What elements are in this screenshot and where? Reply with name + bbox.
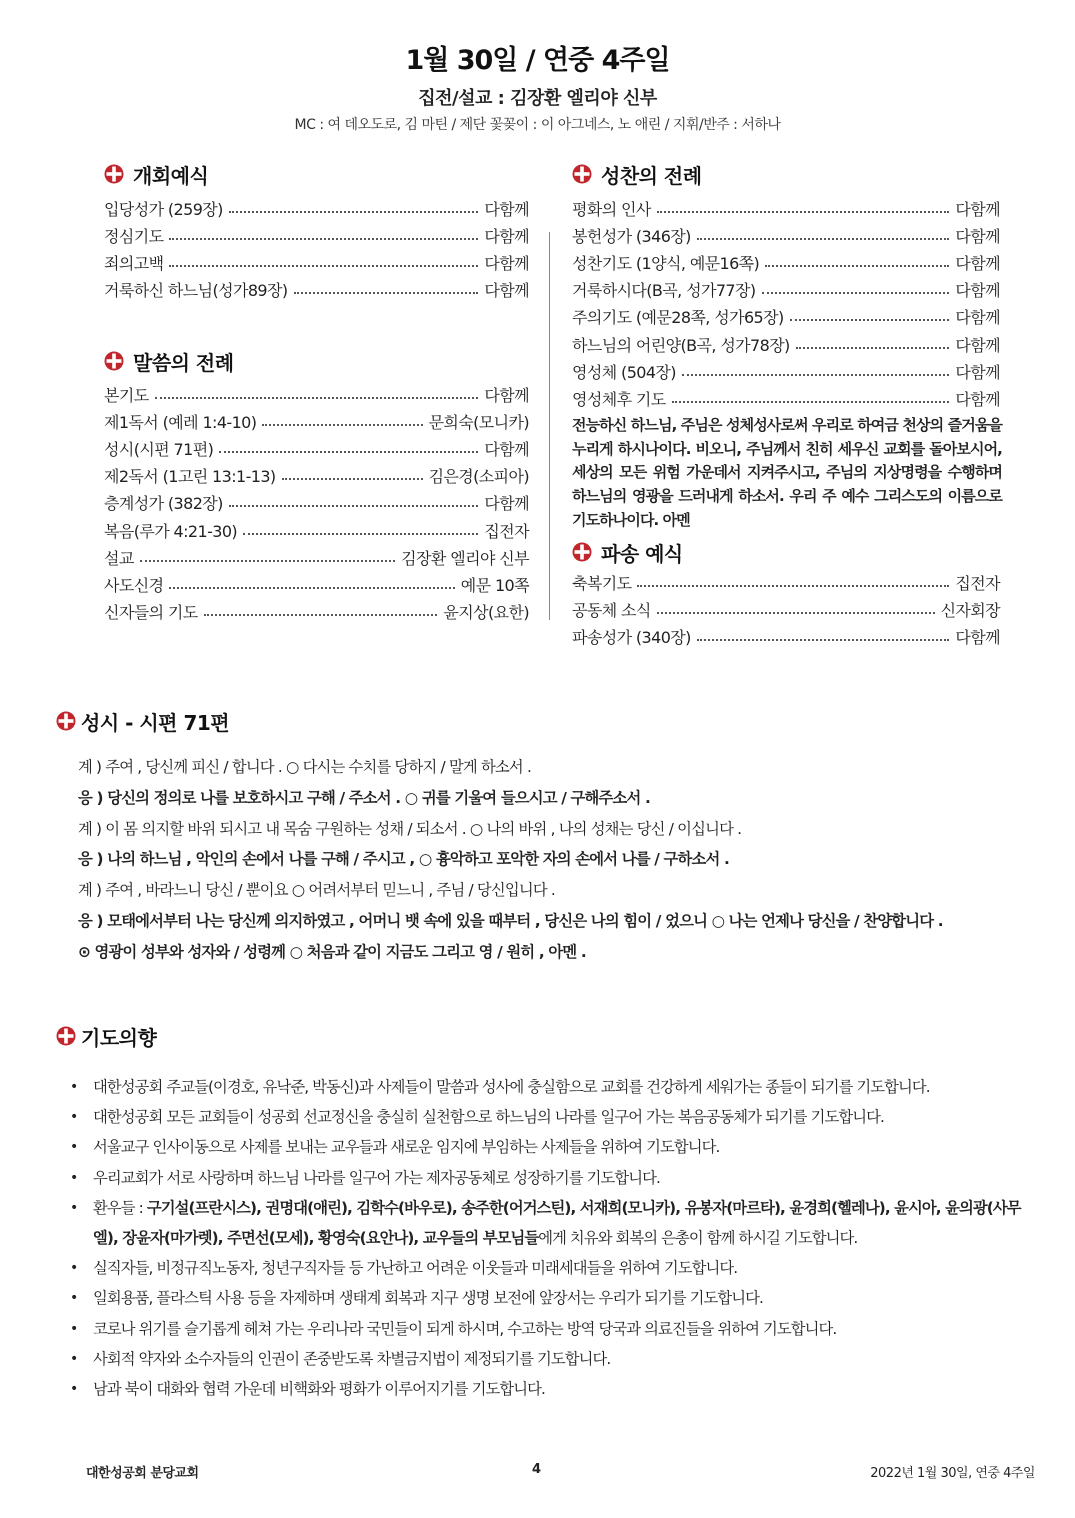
bullet: • (70, 1199, 78, 1216)
section-title: 파송 예식 (601, 541, 683, 566)
bullet: • (70, 1260, 78, 1277)
order-item: 성시(시편 71편) (104, 440, 214, 460)
list-item (70, 1253, 1030, 1283)
leader-dots (262, 424, 422, 426)
order-row (104, 569, 529, 596)
order-performer: 김은경(소피아) (428, 467, 529, 487)
roles-line: MC : 여 데오도로, 김 마틴 / 제단 꽃꽂이 : 이 아그네스, 노 애린 / 지휘/반주 : 서하나 (294, 117, 781, 133)
leader-dots (790, 319, 950, 321)
order-performer: 다함께 (484, 281, 529, 301)
leader-dots (140, 560, 395, 562)
bullet: • (70, 1320, 78, 1337)
section-title: 기도의향 (81, 1025, 157, 1050)
order-performer: 다함께 (484, 440, 529, 460)
psalm-line-leader: 계 ) 이 몸 의지할 바위 되시고 내 목숨 구원하는 성채 / 되소서 . ○ 나의 바위 , 나의 성채는 당신 / 이십니다 . (78, 819, 742, 838)
intentions-list (70, 1072, 1030, 1404)
order-item: 공동체 소식 (572, 601, 651, 621)
order-item: 평화의 인사 (572, 200, 651, 220)
section-title: 성찬의 전례 (601, 163, 702, 188)
list-item (70, 1314, 1030, 1344)
list-item-patients (70, 1193, 1030, 1253)
section-title: 말씀의 전례 (133, 350, 234, 375)
order-item: 죄의고백 (104, 254, 164, 274)
order-row (572, 356, 1000, 383)
order-item: 사도신경 (104, 575, 164, 595)
leader-dots (765, 265, 949, 267)
order-item: 정심기도 (104, 227, 164, 247)
order-performer: 김장환 엘리야 신부 (401, 548, 529, 568)
bullet: • (70, 1079, 78, 1095)
list-item (70, 1072, 1030, 1102)
leader-dots (169, 265, 478, 267)
bullet: • (70, 1109, 78, 1126)
order-row (572, 247, 1000, 274)
order-performer: 다함께 (955, 362, 1000, 382)
bullet: • (70, 1350, 78, 1367)
order-performer: 다함께 (484, 494, 529, 514)
order-row (104, 542, 529, 569)
order-row (572, 220, 1000, 247)
psalm-line-leader: 계 ) 주여 , 바라느니 당신 / 뿐이요 ○ 어려서부터 믿느니 , 주님 / 당신입니다 . (78, 881, 555, 900)
leader-dots (657, 612, 935, 614)
order-performer: 다함께 (955, 628, 1000, 648)
order-performer: 다함께 (955, 227, 1000, 247)
order-performer: 문희숙(모니카) (428, 413, 529, 433)
cross-icon (572, 164, 592, 184)
footer-date: 2022년 1월 30일, 연중 4주일 (870, 1466, 1035, 1481)
order-item: 파송성가 (340장) (572, 628, 691, 648)
patients-suffix: 에게 치유와 회복의 은총이 함께 하시길 기도합니다. (538, 1229, 858, 1248)
order-item: 제2독서 (1고린 13:1-13) (104, 467, 276, 487)
leader-dots (155, 397, 479, 399)
order-item: 층계성가 (382장) (104, 494, 223, 514)
order-row (104, 193, 529, 220)
page-number: 4 (532, 1462, 541, 1477)
leader-dots (637, 585, 949, 587)
leader-dots (682, 374, 949, 376)
intention-text: 남과 북이 대화와 협력 가운데 비핵화와 평화가 이루어지기를 기도합니다. (93, 1380, 545, 1399)
section-heading-eucharist (572, 159, 702, 189)
order-performer: 다함께 (955, 254, 1000, 274)
psalm-text (78, 752, 1038, 968)
order-performer: 집전자 (484, 521, 529, 541)
post-communion-prayer: 전능하신 하느님, 주님은 성체성사로써 우리로 하여금 천상의 즐거움을 누리게 하시나이다. 비오니, 주님께서 친히 세우신 교회를 돌아보시어, 세상의 모든 위험 가운데서 지켜주시고, 주님의 지상명령을 수행하며 하느님의 영광을 드러내게 하소서. 우리 주 예수 그리스도의 이름으로 기도하나이다. 아멘 (572, 416, 1002, 529)
order-performer: 윤지상(요한) (443, 602, 529, 622)
psalm-line-gloria: ⊙ 영광이 성부와 성자와 / 성령께 ○ 처음과 같이 지금도 그리고 영 / 원히 , 아멘 . (78, 942, 586, 961)
order-row (104, 460, 529, 487)
section-heading-psalm (56, 706, 229, 736)
leader-dots (229, 505, 479, 507)
order-performer: 다함께 (484, 200, 529, 220)
order-item: 설교 (104, 548, 134, 568)
intention-text: 대한성공회 모든 교회들이 성공회 선교정신을 충실히 실천함으로 하느님의 나라를 일구어 가는 복음공동체가 되기를 기도합니다. (93, 1108, 884, 1127)
order-row (572, 274, 1000, 301)
order-performer: 다함께 (484, 386, 529, 406)
order-item: 하느님의 어린양(B곡, 성가78장) (572, 335, 790, 355)
cross-icon (104, 351, 124, 371)
order-item: 거룩하신 하느님(성가89장) (104, 281, 288, 301)
bullet: • (70, 1139, 78, 1156)
column-divider (549, 232, 550, 620)
order-item: 신자들의 기도 (104, 602, 198, 622)
order-row (104, 379, 529, 406)
section-title: 성시 - 시편 71편 (81, 710, 230, 735)
leader-dots (169, 238, 478, 240)
leader-dots (672, 401, 950, 403)
leader-dots (229, 211, 479, 213)
leader-dots (243, 533, 478, 535)
order-item: 입당성가 (259장) (104, 200, 223, 220)
order-performer: 다함께 (955, 308, 1000, 328)
intention-text: 일회용품, 플라스틱 사용 등을 자제하며 생태계 회복과 지구 생명 보전에 앞장서는 우리가 되기를 기도합니다. (93, 1289, 764, 1308)
patient-names: 구기설(프란시스), 권명대(애린), 김학수(바우로), 송주한(어거스틴), 서재희(모니카), 유봉자(마르타), 윤경희(헬레나), 윤시아, 윤의광(사무엘), 장윤자(마가렛), 주면선(모세), 황영숙(요안나), 교우들의 부모님들 (93, 1198, 1021, 1248)
order-performer: 예문 10쪽 (460, 575, 529, 595)
celebrant-line: 집전/설교 : 김장환 엘리야 신부 (418, 88, 657, 109)
order-row (572, 621, 1000, 648)
bullet: • (70, 1169, 78, 1186)
intention-text: 코로나 위기를 슬기롭게 헤쳐 가는 우리나라 국민들이 되게 하시며, 수고하는 방역 당국과 의료진들을 위하여 기도합니다. (93, 1319, 837, 1338)
cross-icon (572, 542, 592, 562)
page-title: 1월 30일 / 연중 4주일 (405, 45, 670, 76)
order-item: 영성체후 기도 (572, 389, 666, 409)
order-performer: 신자회장 (940, 601, 1000, 621)
leader-dots (657, 211, 950, 213)
order-row (104, 274, 529, 301)
cross-icon (56, 711, 76, 731)
bullet: • (70, 1381, 78, 1398)
order-item: 영성체 (504장) (572, 362, 676, 382)
cross-icon (104, 164, 124, 184)
psalm-line-response: 응 ) 모태에서부터 나는 당신께 의지하였고 , 어머니 뱃 속에 있을 때부터 , 당신은 나의 힘이 / 었으니 ○ 나는 언제나 당신을 / 찬양합니다 . (78, 911, 943, 930)
order-item: 복음(루가 4:21-30) (104, 521, 238, 541)
list-item (70, 1283, 1030, 1313)
list-item (70, 1374, 1030, 1404)
leader-dots (697, 639, 950, 641)
order-performer: 다함께 (955, 200, 1000, 220)
psalm-line-response: 응 ) 나의 하느님 , 악인의 손에서 나를 구해 / 주시고 , ○ 흉악하고 포악한 자의 손에서 나를 / 구하소서 . (78, 850, 729, 869)
order-row (104, 247, 529, 274)
psalm-line-leader: 계 ) 주여 , 당신께 피신 / 합니다 . ○ 다시는 수치를 당하지 / 말게 하소서 . (78, 758, 532, 776)
psalm-line-response: 응 ) 당신의 정의로 나를 보호하시고 구해 / 주소서 . ○ 귀를 기울여 들으시고 / 구해주소서 . (78, 788, 650, 807)
order-row (572, 383, 1000, 410)
section-heading-intentions (56, 1021, 156, 1051)
order-item: 축복기도 (572, 574, 632, 594)
intention-text: 실직자들, 비정규직노동자, 청년구직자들 등 가난하고 어려운 이웃들과 미래세대들을 위하여 기도합니다. (93, 1259, 738, 1278)
opening-order-list (104, 193, 529, 301)
order-row (104, 514, 529, 541)
leader-dots (169, 587, 454, 589)
dismissal-order-list (572, 567, 1000, 648)
intention-text: 대한성공회 주교들(이경호, 유낙준, 박동신)과 사제들이 말씀과 성사에 충실함으로 교회를 건강하게 세워가는 종들이 되기를 기도합니다. (93, 1078, 930, 1096)
list-item (70, 1344, 1030, 1374)
order-performer: 다함께 (484, 254, 529, 274)
order-item: 제1독서 (예레 1:4-10) (104, 413, 257, 433)
leader-dots (204, 614, 438, 616)
list-item (70, 1132, 1030, 1162)
order-row (104, 406, 529, 433)
bulletin-header (0, 42, 1075, 136)
intention-text: 우리교회가 서로 사랑하며 하느님 나라를 일구어 가는 제자공동체로 성장하기를 기도합니다. (93, 1168, 660, 1187)
footer-church: 대한성공회 분당교회 (86, 1466, 199, 1481)
order-row (572, 567, 1000, 594)
list-item (70, 1163, 1030, 1193)
list-item (70, 1102, 1030, 1132)
order-row (104, 220, 529, 247)
order-row (104, 596, 529, 623)
intention-text (93, 1193, 1030, 1253)
order-row (104, 433, 529, 460)
section-heading-dismissal (572, 537, 683, 567)
order-performer: 다함께 (955, 281, 1000, 301)
leader-dots (762, 292, 950, 294)
order-performer: 다함께 (484, 227, 529, 247)
intention-text: 사회적 약자와 소수자들의 인권이 존중받도록 차별금지법이 제정되기를 기도합니다. (93, 1349, 611, 1368)
order-item: 거룩하시다(B곡, 성가77장) (572, 281, 756, 301)
leader-dots (294, 292, 479, 294)
patients-prefix: 환우들 : (93, 1198, 147, 1217)
eucharist-order-list (572, 193, 1000, 410)
section-heading-opening (104, 159, 208, 189)
word-order-list (104, 379, 529, 623)
bullet: • (70, 1290, 78, 1307)
section-heading-word (104, 346, 234, 376)
order-item: 본기도 (104, 386, 149, 406)
order-row (104, 487, 529, 514)
order-row (572, 328, 1000, 355)
order-row (572, 193, 1000, 220)
order-item: 성찬기도 (1양식, 예문16쪽) (572, 254, 760, 274)
order-performer: 다함께 (955, 335, 1000, 355)
section-title: 개회예식 (133, 163, 209, 188)
intention-text: 서울교구 인사이동으로 사제를 보내는 교우들과 새로운 임지에 부임하는 사제들을 위하여 기도합니다. (93, 1138, 720, 1157)
order-item: 주의기도 (예문28쪽, 성가65장) (572, 308, 784, 328)
order-performer: 집전자 (955, 574, 1000, 594)
leader-dots (282, 478, 423, 480)
leader-dots (796, 347, 950, 349)
leader-dots (219, 451, 478, 453)
leader-dots (697, 238, 950, 240)
cross-icon (56, 1026, 76, 1046)
order-item: 봉헌성가 (346장) (572, 227, 691, 247)
order-performer: 다함께 (955, 389, 1000, 409)
order-row (572, 594, 1000, 621)
order-row (572, 301, 1000, 328)
